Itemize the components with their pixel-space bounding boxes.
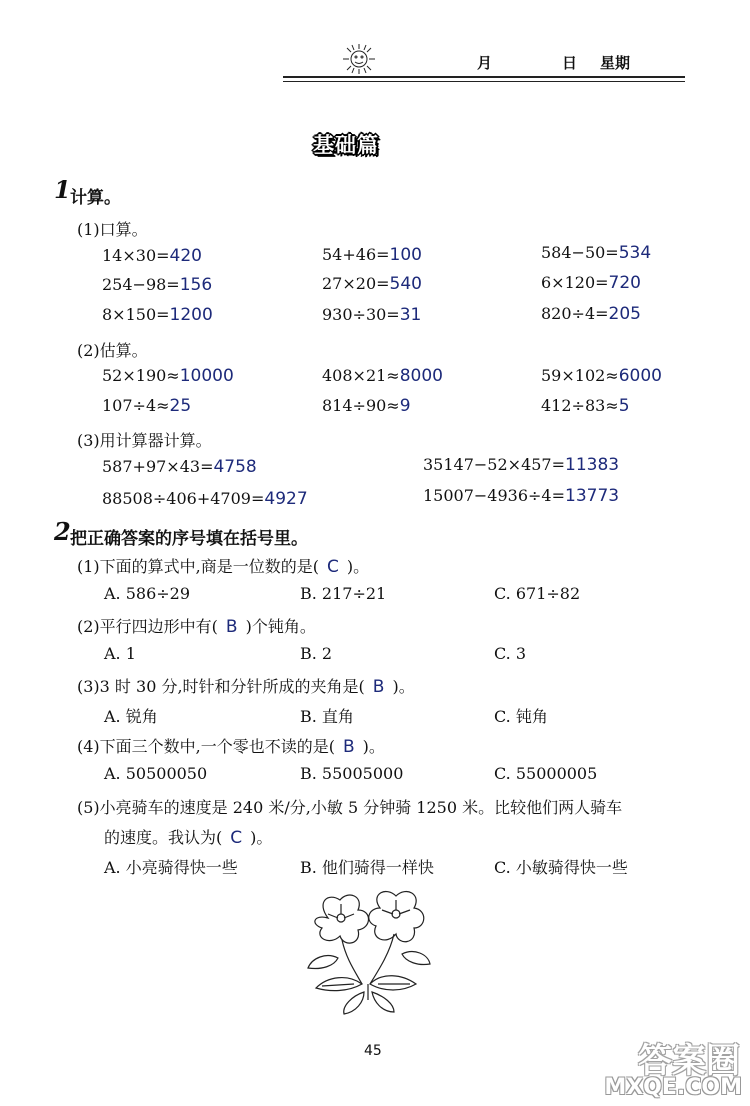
option-a: A. 锐角 <box>104 707 158 726</box>
option-b: B. 他们骑得一样快 <box>300 858 434 877</box>
question-3: (3)3 时 30 分,时针和分针所成的夹角是( B )。 <box>77 677 415 697</box>
option-b: B. 55005000 <box>300 764 404 783</box>
part1-label: (1)口算。 <box>77 220 148 239</box>
option-c: C. 55000005 <box>494 764 598 783</box>
answer-value: 534 <box>618 243 652 263</box>
calc-item: 6×120=720 <box>541 273 641 293</box>
day-label: 日 <box>562 54 578 72</box>
calc-item: 27×20=540 <box>322 274 422 294</box>
question-2: (2)平行四边形中有( B )个钝角。 <box>77 617 316 637</box>
section2-heading: 把正确答案的序号填在括号里。 <box>70 529 308 549</box>
answer-value: 11383 <box>565 455 620 475</box>
watermark-logo: 答案圈 <box>638 1041 740 1081</box>
option-b: B. 直角 <box>300 707 354 726</box>
question-5: (5)小亮骑车的速度是 240 米/分,小敏 5 分钟骑 1250 米。比较他们两人骑车 <box>77 798 623 817</box>
sun-icon <box>338 42 380 76</box>
option-c: C. 小敏骑得快一些 <box>494 858 628 877</box>
calc-item: 54+46=100 <box>322 245 422 265</box>
estimate-item: 59×102≈6000 <box>541 366 662 386</box>
section2-number: 2 <box>54 517 71 546</box>
answer-value: 5 <box>618 396 630 416</box>
answer-value: B <box>343 737 355 757</box>
answer-value: 420 <box>169 246 202 266</box>
answer-value: 540 <box>389 274 422 294</box>
page-title: 基础篇 <box>313 133 379 157</box>
page-number: 45 <box>364 1043 382 1059</box>
part3-label: (3)用计算器计算。 <box>77 431 212 450</box>
option-c: C. 钝角 <box>494 707 548 726</box>
calc-item: 930÷30=31 <box>322 305 422 325</box>
watermark <box>604 1021 750 1106</box>
answer-value: 1200 <box>169 305 213 325</box>
calculator-item: 15007−4936÷4=13773 <box>423 486 620 506</box>
answer-value: 10000 <box>179 366 234 386</box>
option-a: A. 50500050 <box>104 764 208 783</box>
estimate-item: 107÷4≈25 <box>102 396 192 416</box>
estimate-item: 814÷90≈9 <box>322 396 411 416</box>
month-label: 月 <box>477 54 493 72</box>
calculator-item: 88508÷406+4709=4927 <box>102 489 308 509</box>
calc-item: 820÷4=205 <box>541 304 641 324</box>
calc-item: 584−50=534 <box>541 243 652 263</box>
answer-value: 720 <box>608 273 641 293</box>
answer-value: 31 <box>399 305 422 325</box>
option-a: A. 小亮骑得快一些 <box>104 858 238 877</box>
header-rule <box>283 76 685 78</box>
answer-value: 6000 <box>618 366 662 386</box>
header-rule-thin <box>283 81 685 82</box>
answer-value: 4758 <box>213 457 257 477</box>
answer-value: 9 <box>399 396 411 416</box>
part2-label: (2)估算。 <box>77 341 148 360</box>
answer-value: B <box>225 617 238 637</box>
estimate-item: 412÷83≈5 <box>541 396 630 416</box>
weekday-label: 星期 <box>600 54 631 72</box>
section1-number: 1 <box>54 175 71 204</box>
answer-value: 25 <box>169 396 192 416</box>
option-b: B. 2 <box>300 644 333 663</box>
answer-value: 8000 <box>399 366 443 386</box>
answer-value: 13773 <box>565 486 620 506</box>
section1-heading: 计算。 <box>70 188 121 208</box>
option-b: B. 217÷21 <box>300 584 387 603</box>
calculator-item: 35147−52×457=11383 <box>423 455 620 475</box>
answer-value: C <box>230 828 243 848</box>
pansy-flower-illustration <box>298 888 440 1016</box>
watermark-url: MXQE.COM <box>604 1075 742 1100</box>
answer-value: B <box>372 677 385 697</box>
estimate-item: 408×21≈8000 <box>322 366 443 386</box>
option-c: C. 671÷82 <box>494 584 581 603</box>
option-c: C. 3 <box>494 644 527 663</box>
answer-value: 156 <box>179 275 213 295</box>
answer-value: 100 <box>389 245 422 265</box>
question-1: (1)下面的算式中,商是一位数的是( C )。 <box>77 557 370 577</box>
answer-value: 205 <box>608 304 641 324</box>
answer-value: C <box>327 557 339 577</box>
option-a: A. 586÷29 <box>104 584 191 603</box>
question-5-cont: 的速度。我认为( C )。 <box>104 828 273 848</box>
option-a: A. 1 <box>104 644 136 663</box>
calc-item: 14×30=420 <box>102 246 202 266</box>
question-4: (4)下面三个数中,一个零也不读的是( B )。 <box>77 737 385 757</box>
calc-item: 254−98=156 <box>102 275 213 295</box>
estimate-item: 52×190≈10000 <box>102 366 234 386</box>
calc-item: 8×150=1200 <box>102 305 213 325</box>
answer-value: 4927 <box>264 489 308 509</box>
calculator-item: 587+97×43=4758 <box>102 457 257 477</box>
